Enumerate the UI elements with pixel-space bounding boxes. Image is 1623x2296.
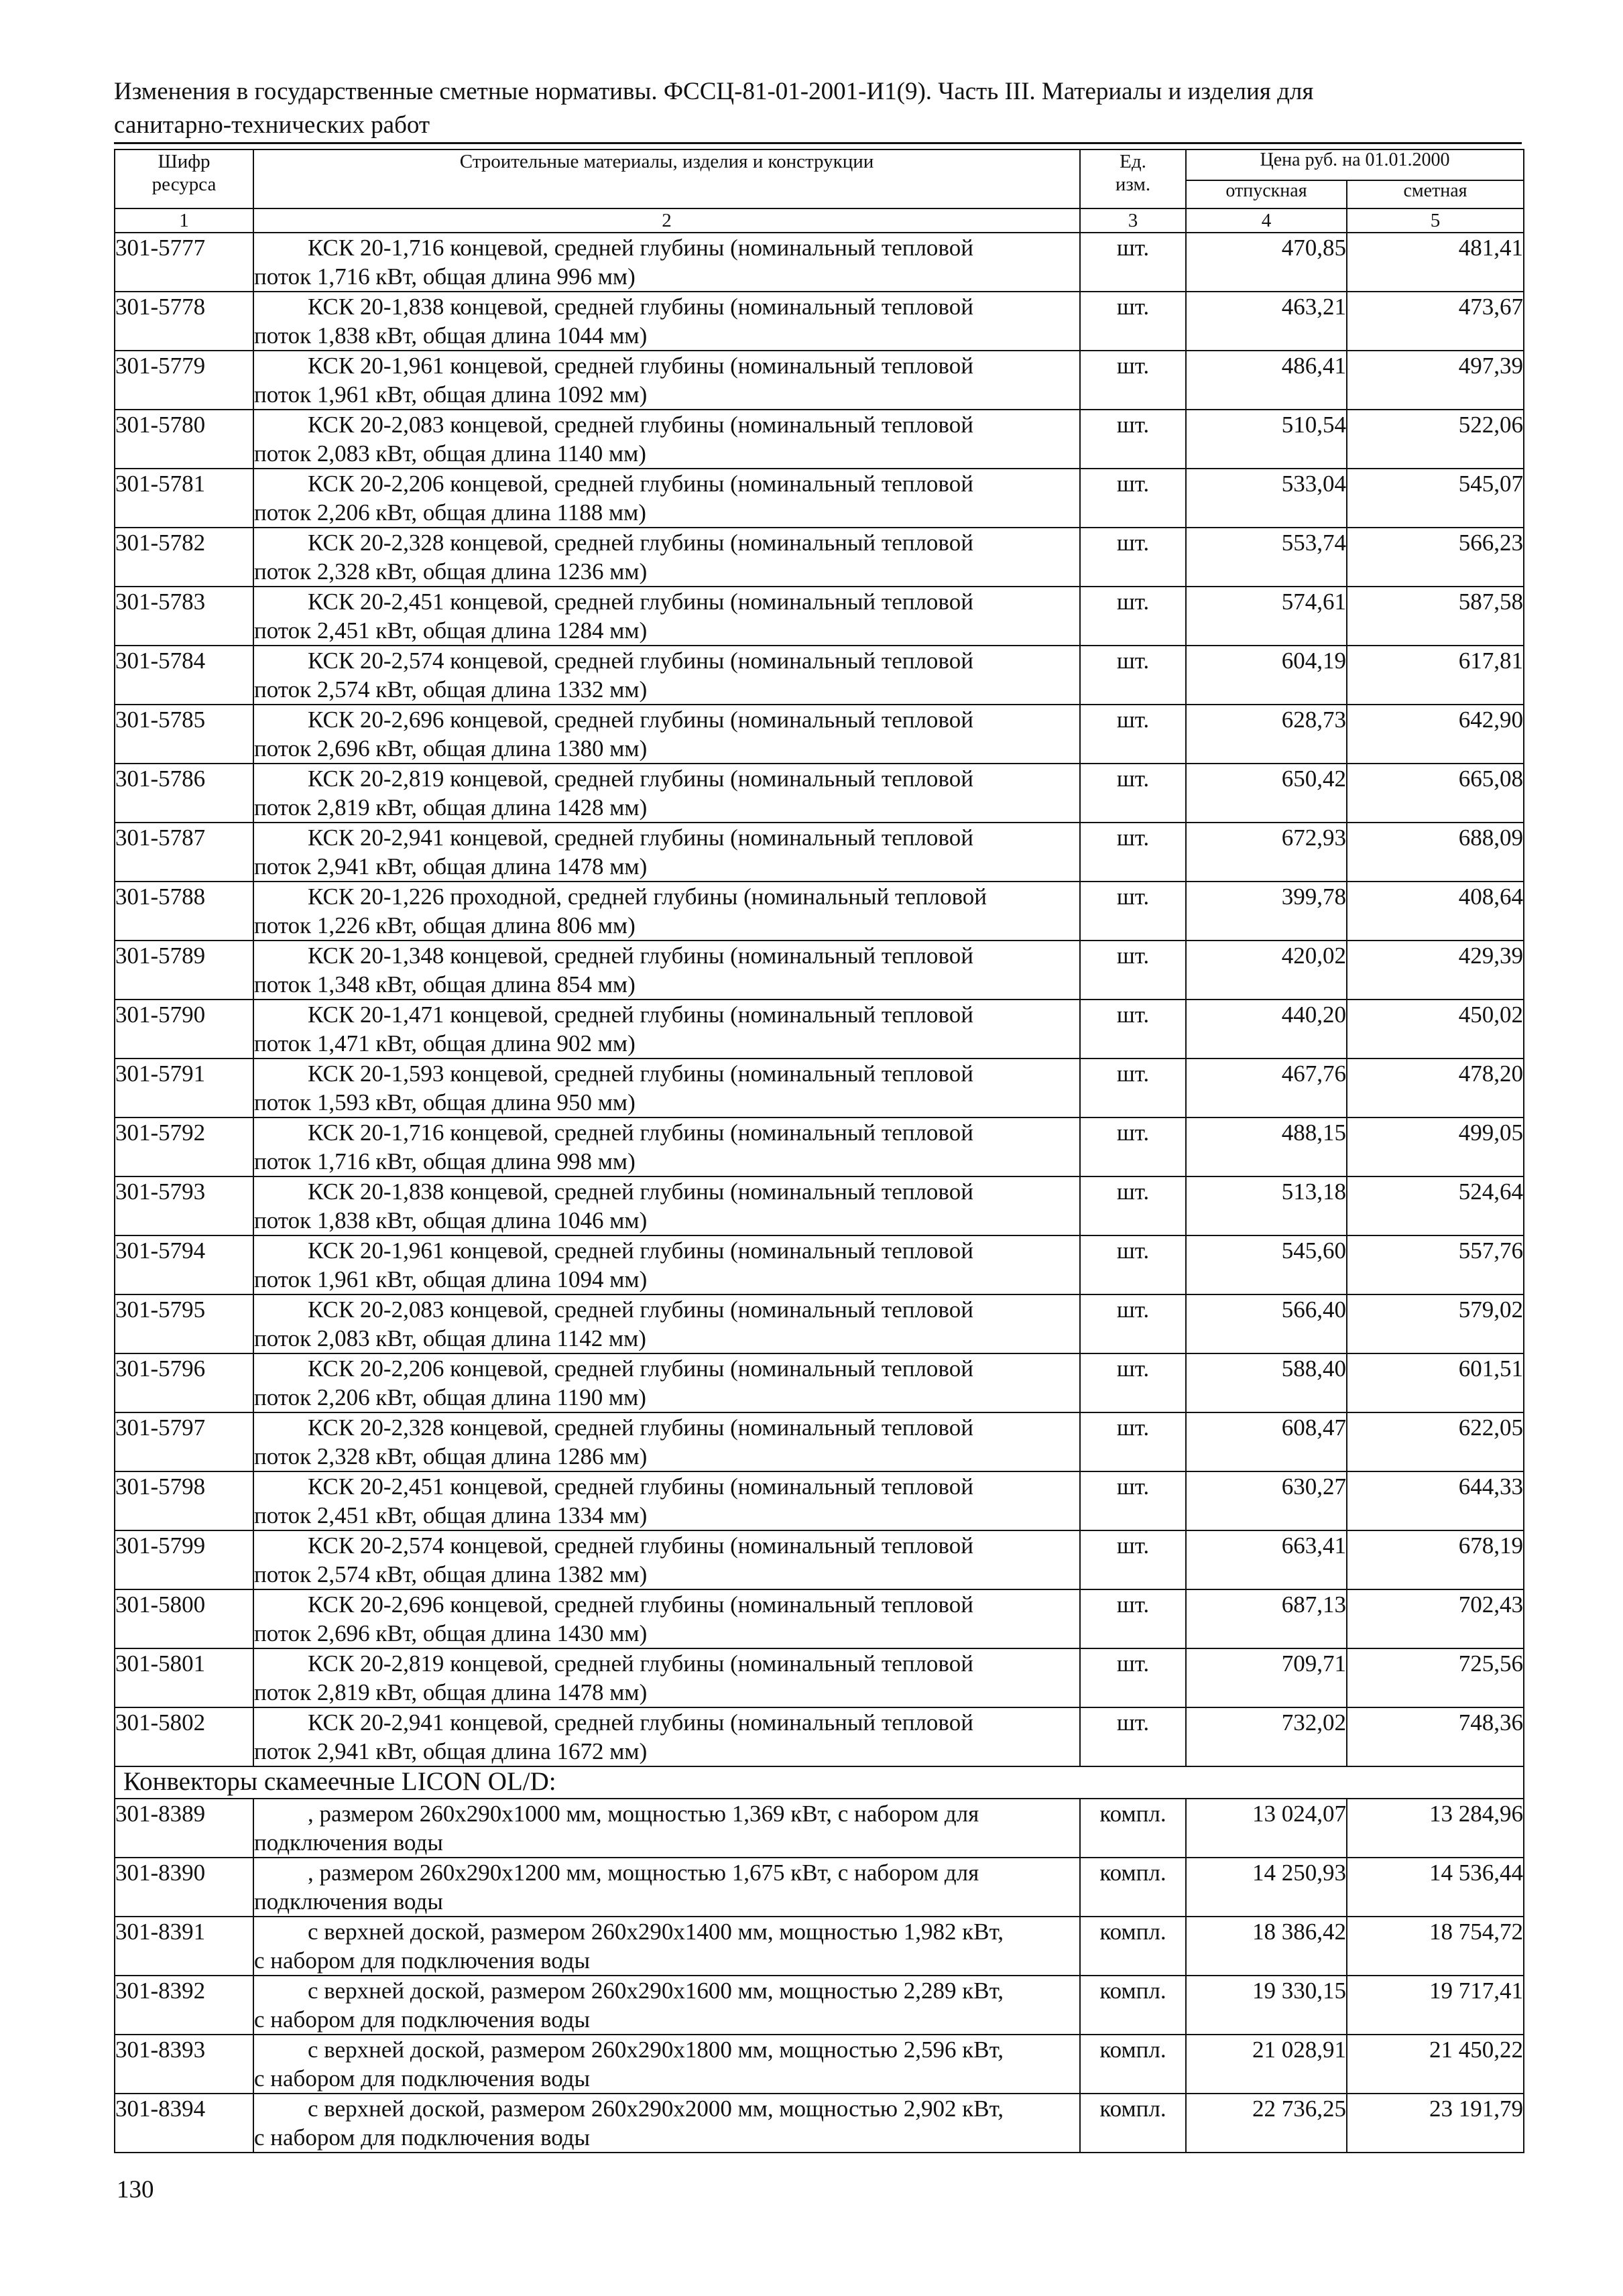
resource-code: 301-8393 [115,2035,253,2094]
estimate-price: 748,36 [1347,1707,1524,1766]
description-cell [253,233,1080,292]
release-price: 488,15 [1186,1117,1347,1176]
resource-code: 301-8394 [115,2094,253,2153]
description-cell [253,1799,1080,1858]
description-cell [253,1059,1080,1117]
estimate-price: 545,07 [1347,469,1524,528]
description-cell [253,292,1080,351]
description-line-1: КСК 20-2,451 концевой, средней глубины (номинальный тепловой [308,1473,973,1500]
estimate-price: 481,41 [1347,233,1524,292]
release-price: 545,60 [1186,1235,1347,1294]
estimate-price: 478,20 [1347,1059,1524,1117]
table-row [115,1117,1524,1176]
description-cell [253,469,1080,528]
release-price: 566,40 [1186,1294,1347,1353]
estimate-price: 665,08 [1347,764,1524,823]
header-unit-line-1: Ед. [1120,151,1146,172]
description-line-2: поток 1,226 кВт, общая длина 806 мм) [254,912,636,939]
table-row [115,1648,1524,1707]
resource-code: 301-5793 [115,1176,253,1235]
description-line-1: КСК 20-2,941 концевой, средней глубины (номинальный тепловой [308,1709,973,1736]
header-release-price: отпускная [1186,180,1347,208]
release-price: 732,02 [1186,1707,1347,1766]
table-row [115,1235,1524,1294]
description-line-1: КСК 20-2,083 концевой, средней глубины (номинальный тепловой [308,1296,973,1323]
unit-cell: шт. [1080,1117,1186,1176]
description-cell [253,1707,1080,1766]
description-cell [253,1648,1080,1707]
table-row [115,1976,1524,2035]
header-unit-line-2: изм. [1115,174,1151,195]
release-price: 18 386,42 [1186,1917,1347,1976]
description-line-2: поток 2,941 кВт, общая длина 1478 мм) [254,853,648,880]
description-line-1: с верхней доской, размером 260х290х1400 мм, мощностью 1,982 кВт, [308,1919,1004,1945]
table-row [115,528,1524,587]
table-row [115,823,1524,882]
table-row [115,882,1524,941]
description-line-1: КСК 20-2,574 концевой, средней глубины (номинальный тепловой [308,1532,973,1559]
table-row [115,705,1524,764]
table-row [115,292,1524,351]
description-line-1: КСК 20-1,226 проходной, средней глубины (номинальный тепловой [308,884,987,910]
description-line-2: поток 2,819 кВт, общая длина 1478 мм) [254,1679,648,1705]
estimate-price: 644,33 [1347,1471,1524,1530]
release-price: 630,27 [1186,1471,1347,1530]
resource-code: 301-5781 [115,469,253,528]
release-price: 21 028,91 [1186,2035,1347,2094]
description-line-1: КСК 20-2,819 концевой, средней глубины (номинальный тепловой [308,1650,973,1677]
table-row [115,2035,1524,2094]
table-row [115,1412,1524,1471]
table-row [115,2094,1524,2153]
release-price: 604,19 [1186,646,1347,705]
table-row [115,1176,1524,1235]
description-line-1: КСК 20-2,696 концевой, средней глубины (номинальный тепловой [308,707,973,733]
description-cell [253,1412,1080,1471]
table-row [115,1858,1524,1917]
unit-cell: компл. [1080,1799,1186,1858]
description-cell [253,705,1080,764]
unit-cell: компл. [1080,2094,1186,2153]
release-price: 420,02 [1186,941,1347,1000]
unit-cell: шт. [1080,469,1186,528]
estimate-price: 14 536,44 [1347,1858,1524,1917]
table-row [115,764,1524,823]
table-row [115,1059,1524,1117]
table-row [115,469,1524,528]
description-cell [253,1294,1080,1353]
header-line-1: Изменения в государственные сметные нормативы. ФССЦ-81-01-2001-И1(9). Часть III. Материалы и изделия для [114,78,1314,105]
description-line-2: с набором для подключения воды [254,2006,591,2033]
unit-cell: шт. [1080,1471,1186,1530]
table-row [115,1294,1524,1353]
table-row [115,1917,1524,1976]
estimate-price: 702,43 [1347,1589,1524,1648]
release-price: 440,20 [1186,1000,1347,1059]
unit-cell: шт. [1080,1235,1186,1294]
description-cell [253,2094,1080,2153]
description-line-2: поток 2,451 кВт, общая длина 1284 мм) [254,617,648,644]
release-price: 574,61 [1186,587,1347,646]
description-line-2: поток 1,961 кВт, общая длина 1094 мм) [254,1266,648,1292]
unit-cell: шт. [1080,410,1186,469]
unit-cell: шт. [1080,1589,1186,1648]
table-row [115,587,1524,646]
description-line-1: КСК 20-1,961 концевой, средней глубины (номинальный тепловой [308,353,973,379]
description-cell [253,1117,1080,1176]
table-row [115,1530,1524,1589]
unit-cell: шт. [1080,1648,1186,1707]
resource-code: 301-5785 [115,705,253,764]
resource-code: 301-5786 [115,764,253,823]
description-line-2: поток 2,083 кВт, общая длина 1140 мм) [254,440,646,467]
description-line-1: КСК 20-1,716 концевой, средней глубины (номинальный тепловой [308,235,973,261]
resource-code: 301-5782 [115,528,253,587]
page-number: 130 [117,2176,154,2203]
unit-cell: шт. [1080,1707,1186,1766]
release-price: 513,18 [1186,1176,1347,1235]
release-price: 663,41 [1186,1530,1347,1589]
release-price: 467,76 [1186,1059,1347,1117]
header-rule [114,142,1522,144]
description-line-1: КСК 20-2,574 концевой, средней глубины (номинальный тепловой [308,648,973,674]
resource-code: 301-8392 [115,1976,253,2035]
description-cell [253,1471,1080,1530]
description-line-2: поток 1,471 кВт, общая длина 902 мм) [254,1030,636,1056]
estimate-price: 622,05 [1347,1412,1524,1471]
table-row [115,1353,1524,1412]
description-cell [253,1917,1080,1976]
description-line-2: поток 2,574 кВт, общая длина 1382 мм) [254,1561,648,1587]
description-line-1: КСК 20-2,083 концевой, средней глубины (номинальный тепловой [308,412,973,438]
description-line-2: поток 2,328 кВт, общая длина 1286 мм) [254,1443,648,1469]
estimate-price: 408,64 [1347,882,1524,941]
description-line-1: КСК 20-2,696 концевой, средней глубины (номинальный тепловой [308,1591,973,1618]
header-price-cell: Цена руб. на 01.01.2000 [1186,149,1524,180]
estimate-price: 522,06 [1347,410,1524,469]
description-cell [253,1589,1080,1648]
unit-cell: шт. [1080,1059,1186,1117]
header-code-line-2: ресурса [152,174,217,195]
estimate-price: 473,67 [1347,292,1524,351]
description-line-2: поток 2,574 кВт, общая длина 1332 мм) [254,676,648,703]
description-cell [253,764,1080,823]
description-line-2: с набором для подключения воды [254,2124,591,2151]
description-line-1: КСК 20-1,838 концевой, средней глубины (номинальный тепловой [308,1179,973,1205]
unit-cell: шт. [1080,764,1186,823]
description-line-2: поток 2,206 кВт, общая длина 1188 мм) [254,499,646,526]
description-cell [253,1976,1080,2035]
description-line-2: подключения воды [254,1888,443,1915]
unit-cell: шт. [1080,1530,1186,1589]
unit-cell: шт. [1080,587,1186,646]
header-estimate-price: сметная [1347,180,1524,208]
resource-code: 301-8390 [115,1858,253,1917]
table-row [115,233,1524,292]
table-header-row [115,149,1524,180]
price-table [114,149,1524,2153]
table-row [115,646,1524,705]
description-line-1: КСК 20-2,328 концевой, средней глубины (номинальный тепловой [308,530,973,556]
estimate-price: 688,09 [1347,823,1524,882]
description-line-2: поток 2,819 кВт, общая длина 1428 мм) [254,794,648,821]
release-price: 22 736,25 [1186,2094,1347,2153]
description-cell [253,1353,1080,1412]
resource-code: 301-5794 [115,1235,253,1294]
resource-code: 301-5800 [115,1589,253,1648]
release-price: 628,73 [1186,705,1347,764]
description-line-1: с верхней доской, размером 260х290х1800 мм, мощностью 2,596 кВт, [308,2037,1004,2063]
release-price: 553,74 [1186,528,1347,587]
column-number: 1 [115,208,253,233]
description-line-1: КСК 20-1,716 концевой, средней глубины (номинальный тепловой [308,1120,973,1146]
description-line-1: КСК 20-1,838 концевой, средней глубины (номинальный тепловой [308,294,973,320]
description-line-1: с верхней доской, размером 260х290х1600 мм, мощностью 2,289 кВт, [308,1978,1004,2004]
description-line-1: , размером 260х290х1200 мм, мощностью 1,675 кВт, с набором для [308,1860,979,1886]
release-price: 470,85 [1186,233,1347,292]
table-row [115,410,1524,469]
estimate-price: 678,19 [1347,1530,1524,1589]
release-price: 533,04 [1186,469,1347,528]
column-number: 3 [1080,208,1186,233]
unit-cell: компл. [1080,1858,1186,1917]
unit-cell: компл. [1080,2035,1186,2094]
resource-code: 301-5784 [115,646,253,705]
table-row [115,351,1524,410]
unit-cell: компл. [1080,1976,1186,2035]
resource-code: 301-5797 [115,1412,253,1471]
release-price: 687,13 [1186,1589,1347,1648]
description-line-2: поток 1,716 кВт, общая длина 996 мм) [254,263,636,290]
resource-code: 301-5791 [115,1059,253,1117]
unit-cell: шт. [1080,1353,1186,1412]
unit-cell: шт. [1080,1000,1186,1059]
unit-cell: шт. [1080,941,1186,1000]
description-line-2: поток 2,206 кВт, общая длина 1190 мм) [254,1384,646,1410]
description-line-2: с набором для подключения воды [254,1947,591,1974]
release-price: 709,71 [1186,1648,1347,1707]
unit-cell: шт. [1080,705,1186,764]
description-line-2: поток 1,593 кВт, общая длина 950 мм) [254,1089,636,1115]
resource-code: 301-5799 [115,1530,253,1589]
header-code-line-1: Шифр [158,151,211,172]
description-cell [253,587,1080,646]
description-cell [253,1530,1080,1589]
unit-cell: шт. [1080,882,1186,941]
resource-code: 301-5788 [115,882,253,941]
release-price: 510,54 [1186,410,1347,469]
resource-code: 301-5798 [115,1471,253,1530]
estimate-price: 497,39 [1347,351,1524,410]
estimate-price: 587,58 [1347,587,1524,646]
description-line-1: КСК 20-1,961 концевой, средней глубины (номинальный тепловой [308,1237,973,1264]
description-line-2: поток 2,328 кВт, общая длина 1236 мм) [254,558,648,585]
description-cell [253,1176,1080,1235]
resource-code: 301-5795 [115,1294,253,1353]
column-number: 5 [1347,208,1524,233]
table-row [115,941,1524,1000]
release-price: 14 250,93 [1186,1858,1347,1917]
description-cell [253,1000,1080,1059]
description-line-2: поток 2,696 кВт, общая длина 1430 мм) [254,1620,648,1646]
description-line-1: КСК 20-2,206 концевой, средней глубины (номинальный тепловой [308,471,973,497]
resource-code: 301-5801 [115,1648,253,1707]
section-title: Конвекторы скамеечные LICON OL/D: [115,1766,1524,1799]
resource-code: 301-5790 [115,1000,253,1059]
release-price: 672,93 [1186,823,1347,882]
description-line-1: с верхней доской, размером 260х290х2000 мм, мощностью 2,902 кВт, [308,2096,1004,2122]
estimate-price: 601,51 [1347,1353,1524,1412]
resource-code: 301-5789 [115,941,253,1000]
description-cell [253,646,1080,705]
header-unit-cell [1080,149,1186,208]
description-line-1: КСК 20-2,941 концевой, средней глубины (номинальный тепловой [308,825,973,851]
estimate-price: 18 754,72 [1347,1917,1524,1976]
description-line-2: подключения воды [254,1829,443,1856]
column-number-row [115,208,1524,233]
description-cell [253,1235,1080,1294]
table-row [115,1000,1524,1059]
description-cell [253,882,1080,941]
description-line-1: КСК 20-1,471 концевой, средней глубины (номинальный тепловой [308,1002,973,1028]
description-line-1: КСК 20-2,819 концевой, средней глубины (номинальный тепловой [308,766,973,792]
unit-cell: шт. [1080,1294,1186,1353]
estimate-price: 13 284,96 [1347,1799,1524,1858]
resource-code: 301-8389 [115,1799,253,1858]
resource-code: 301-8391 [115,1917,253,1976]
description-cell [253,351,1080,410]
header-desc-cell: Строительные материалы, изделия и конструкции [253,149,1080,208]
unit-cell: шт. [1080,528,1186,587]
unit-cell: шт. [1080,1176,1186,1235]
estimate-price: 21 450,22 [1347,2035,1524,2094]
table-row [115,1707,1524,1766]
description-line-2: поток 2,941 кВт, общая длина 1672 мм) [254,1738,648,1764]
estimate-price: 617,81 [1347,646,1524,705]
section-row [115,1766,1524,1799]
release-price: 588,40 [1186,1353,1347,1412]
release-price: 486,41 [1186,351,1347,410]
description-line-2: с набором для подключения воды [254,2065,591,2092]
description-line-2: поток 1,961 кВт, общая длина 1092 мм) [254,381,648,408]
resource-code: 301-5792 [115,1117,253,1176]
header-line-2: санитарно-технических работ [114,111,430,139]
resource-code: 301-5787 [115,823,253,882]
description-line-1: КСК 20-2,328 концевой, средней глубины (номинальный тепловой [308,1414,973,1441]
resource-code: 301-5778 [115,292,253,351]
description-line-1: КСК 20-2,206 концевой, средней глубины (номинальный тепловой [308,1355,973,1382]
unit-cell: шт. [1080,646,1186,705]
estimate-price: 725,56 [1347,1648,1524,1707]
release-price: 13 024,07 [1186,1799,1347,1858]
description-cell [253,2035,1080,2094]
table-row [115,1471,1524,1530]
release-price: 650,42 [1186,764,1347,823]
description-cell [253,528,1080,587]
release-price: 463,21 [1186,292,1347,351]
document-header [114,75,1522,142]
description-cell [253,823,1080,882]
estimate-price: 557,76 [1347,1235,1524,1294]
description-cell [253,410,1080,469]
description-line-2: поток 1,838 кВт, общая длина 1046 мм) [254,1207,648,1233]
header-code-cell [115,149,253,208]
unit-cell: шт. [1080,292,1186,351]
estimate-price: 23 191,79 [1347,2094,1524,2153]
estimate-price: 566,23 [1347,528,1524,587]
estimate-price: 642,90 [1347,705,1524,764]
release-price: 399,78 [1186,882,1347,941]
table-row [115,1799,1524,1858]
description-line-1: КСК 20-1,593 концевой, средней глубины (номинальный тепловой [308,1061,973,1087]
description-cell [253,941,1080,1000]
description-line-1: КСК 20-2,451 концевой, средней глубины (номинальный тепловой [308,589,973,615]
column-number: 4 [1186,208,1347,233]
estimate-price: 429,39 [1347,941,1524,1000]
estimate-price: 579,02 [1347,1294,1524,1353]
resource-code: 301-5796 [115,1353,253,1412]
description-line-2: поток 2,696 кВт, общая длина 1380 мм) [254,735,648,762]
description-line-2: поток 2,083 кВт, общая длина 1142 мм) [254,1325,646,1351]
resource-code: 301-5779 [115,351,253,410]
resource-code: 301-5783 [115,587,253,646]
unit-cell: шт. [1080,823,1186,882]
release-price: 608,47 [1186,1412,1347,1471]
description-cell [253,1858,1080,1917]
table-row [115,1589,1524,1648]
column-number: 2 [253,208,1080,233]
estimate-price: 524,64 [1347,1176,1524,1235]
estimate-price: 499,05 [1347,1117,1524,1176]
description-line-2: поток 1,348 кВт, общая длина 854 мм) [254,971,636,998]
description-line-1: КСК 20-1,348 концевой, средней глубины (номинальный тепловой [308,943,973,969]
resource-code: 301-5802 [115,1707,253,1766]
resource-code: 301-5777 [115,233,253,292]
estimate-price: 19 717,41 [1347,1976,1524,2035]
release-price: 19 330,15 [1186,1976,1347,2035]
description-line-2: поток 1,716 кВт, общая длина 998 мм) [254,1148,636,1174]
unit-cell: шт. [1080,233,1186,292]
description-line-2: поток 1,838 кВт, общая длина 1044 мм) [254,322,648,349]
resource-code: 301-5780 [115,410,253,469]
description-line-1: , размером 260х290х1000 мм, мощностью 1,369 кВт, с набором для [308,1801,979,1827]
unit-cell: шт. [1080,351,1186,410]
estimate-price: 450,02 [1347,1000,1524,1059]
unit-cell: шт. [1080,1412,1186,1471]
description-line-2: поток 2,451 кВт, общая длина 1334 мм) [254,1502,648,1528]
unit-cell: компл. [1080,1917,1186,1976]
